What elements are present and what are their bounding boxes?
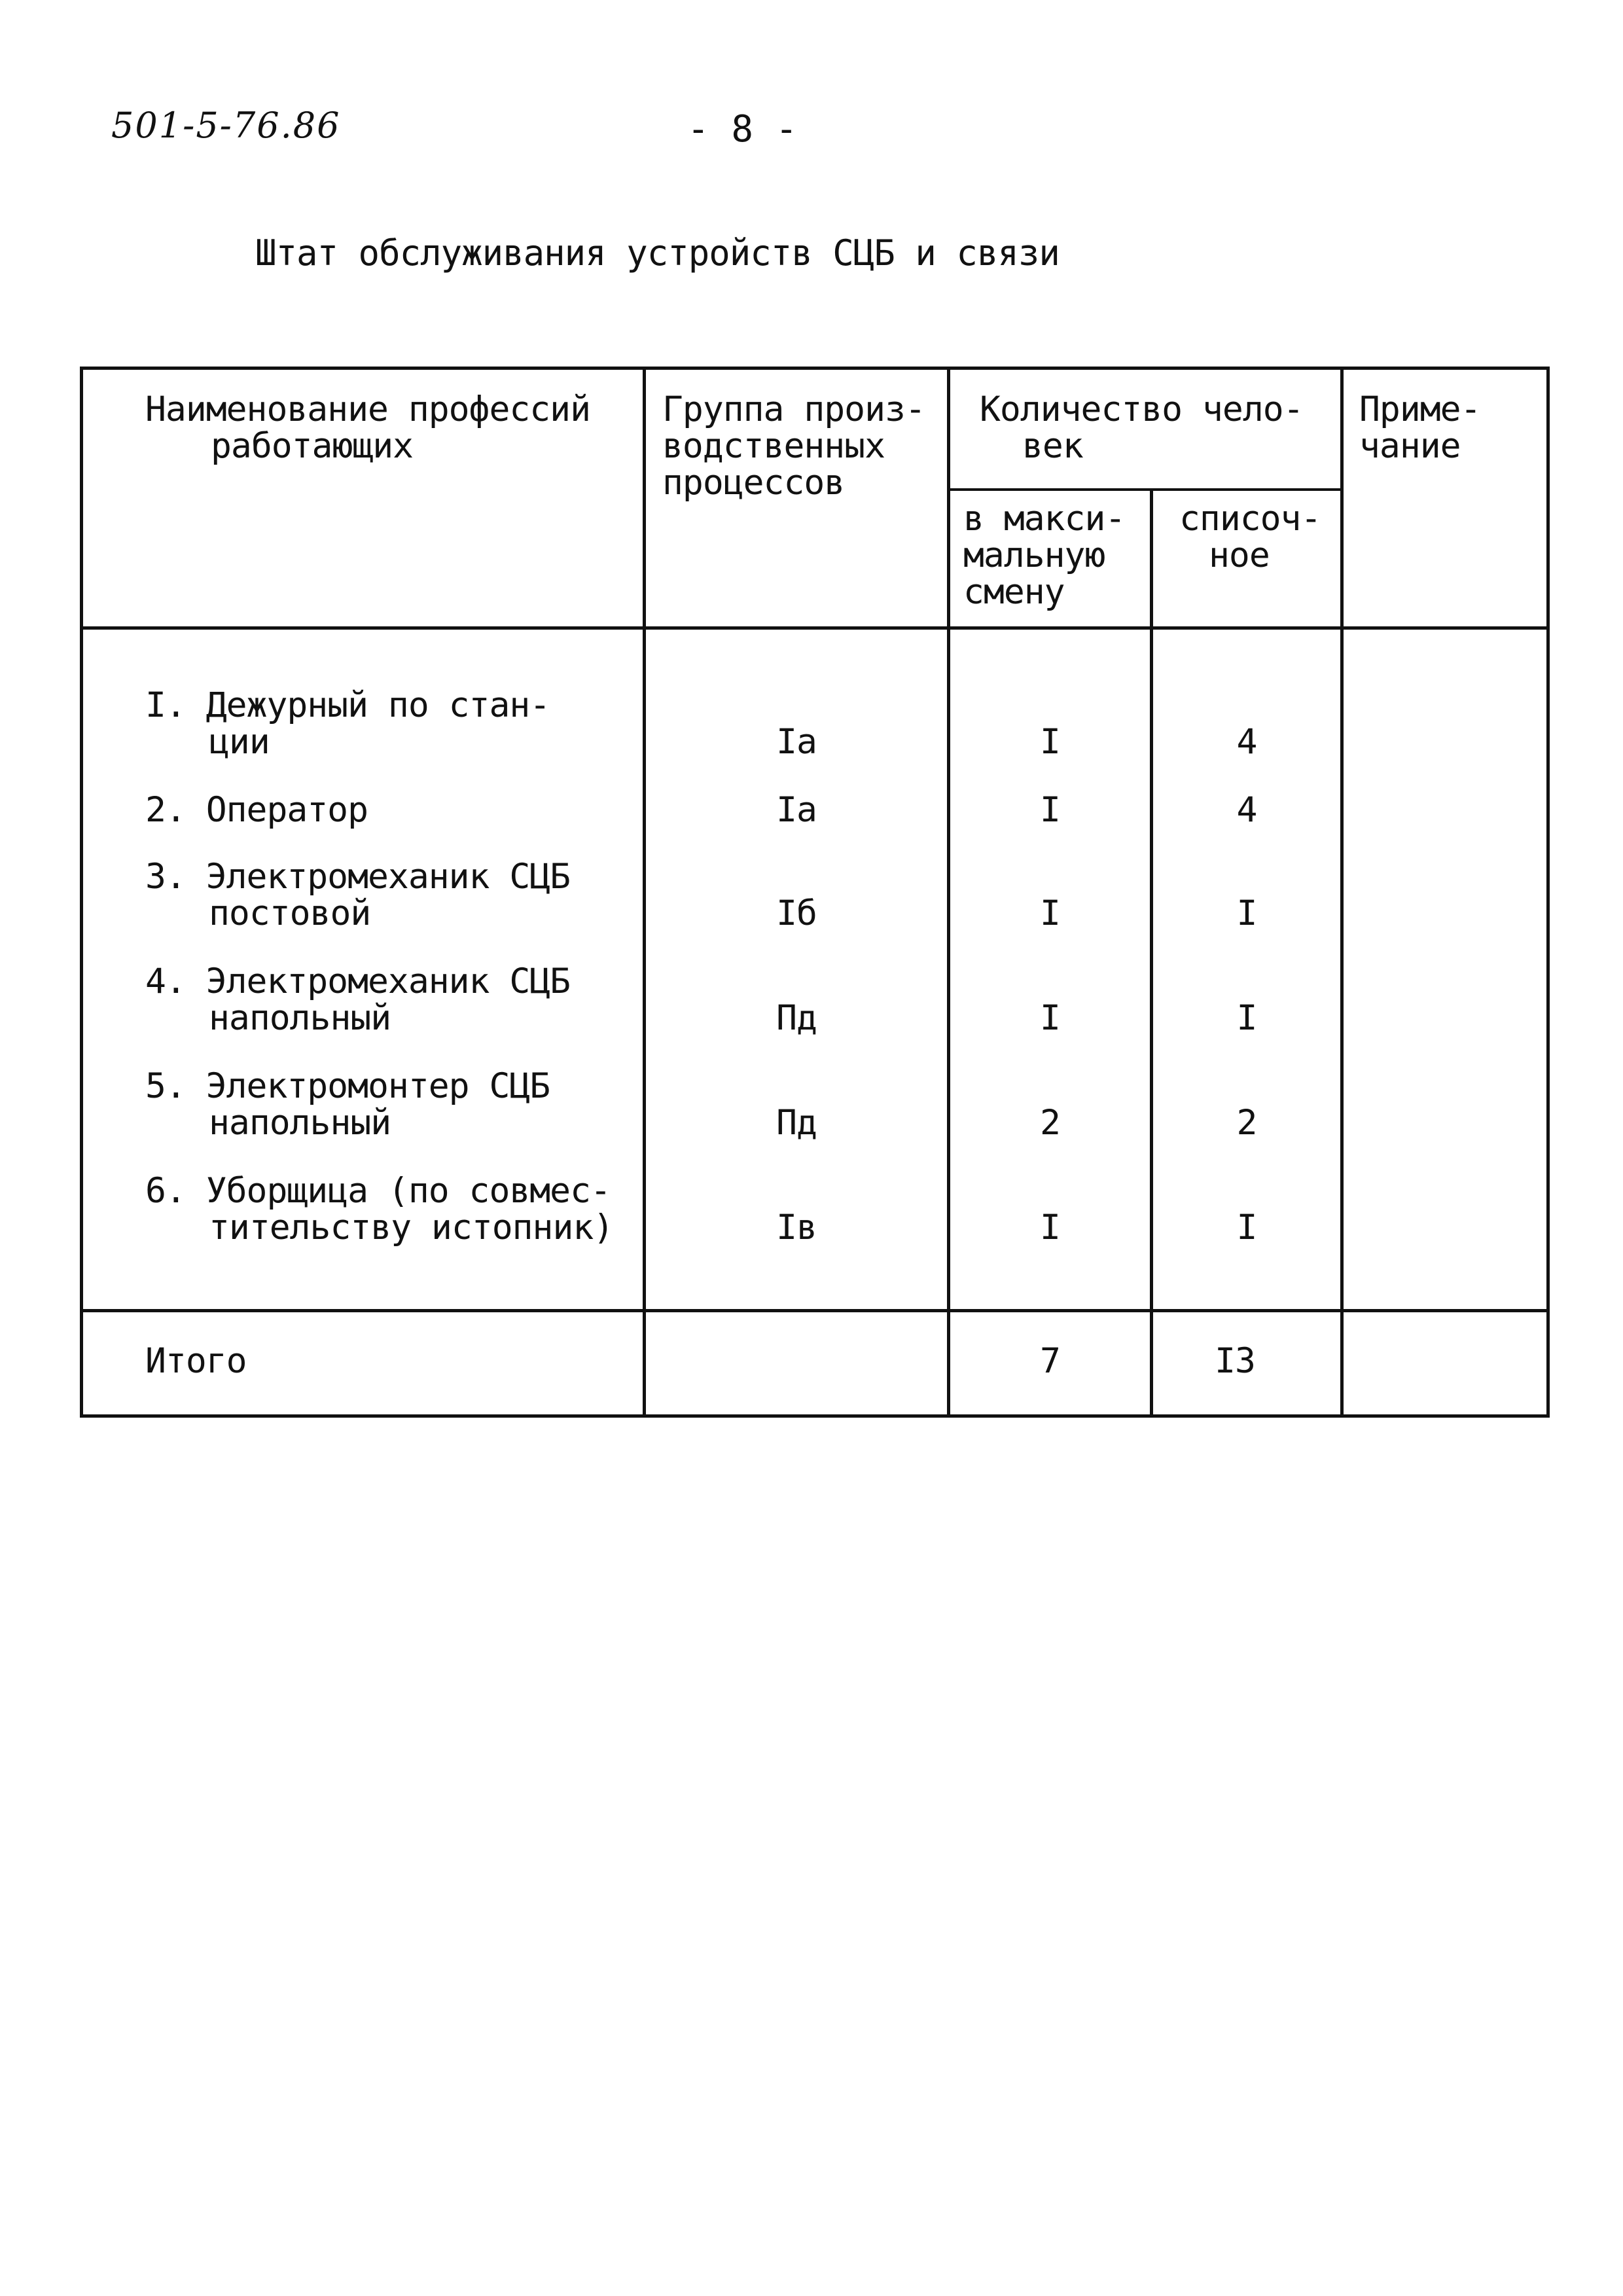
- row-name-line: постовой: [209, 893, 371, 933]
- row-2-max-shift: I: [1040, 790, 1060, 830]
- row-6-name: [145, 1173, 613, 1246]
- row-5-group: Пд: [776, 1103, 817, 1143]
- column-divider-2: [947, 367, 950, 1418]
- header-profession-line: работающих: [211, 426, 414, 466]
- document-code: 501-5-76.86: [111, 105, 341, 146]
- row-name-line: I. Дежурный по стан-: [145, 685, 550, 725]
- row-4-max-shift: I: [1040, 998, 1060, 1038]
- row-name-line: 4. Электромеханик СЦБ: [145, 961, 571, 1001]
- row-1-name: [145, 687, 550, 761]
- row-3-list-count: I: [1236, 893, 1257, 933]
- row-1-max-shift: I: [1040, 722, 1060, 762]
- header-list-line: ное: [1209, 535, 1270, 575]
- row-5-list-count: 2: [1236, 1103, 1257, 1143]
- header-profession: [145, 391, 590, 465]
- row-2-group: Iа: [776, 790, 817, 830]
- header-group: [662, 391, 925, 501]
- page-title: Штат обслуживания устройств СЦБ и связи: [255, 232, 1060, 274]
- table-border-top: [80, 367, 1550, 370]
- header-profession-line: Наименование профессий: [145, 389, 590, 429]
- header-group-line: процессов: [662, 463, 845, 503]
- header-count: [980, 391, 1304, 465]
- total-list-count: I3: [1215, 1341, 1255, 1381]
- row-name-line: напольный: [209, 998, 391, 1038]
- row-2-name: [145, 792, 368, 829]
- row-2-list-count: 4: [1236, 790, 1257, 830]
- header-max-shift: [963, 501, 1125, 611]
- header-note: [1359, 391, 1480, 465]
- row-name-line: 2. Оператор: [145, 790, 368, 830]
- row-3-max-shift: I: [1040, 893, 1060, 933]
- row-1-list-count: 4: [1236, 722, 1257, 762]
- header-max-shift-line: смену: [963, 572, 1065, 612]
- column-divider-4: [1340, 367, 1344, 1418]
- row-3-name: [145, 859, 570, 932]
- row-5-max-shift: 2: [1040, 1103, 1060, 1143]
- row-6-max-shift: I: [1040, 1208, 1060, 1247]
- table-border-right: [1546, 367, 1550, 1418]
- header-group-line: водственных: [662, 426, 885, 466]
- row-name-line: 3. Электромеханик СЦБ: [145, 857, 571, 897]
- header-max-shift-line: мальную: [963, 535, 1105, 575]
- row-5-name: [145, 1068, 550, 1141]
- header-subdivider: [950, 488, 1343, 491]
- row-4-list-count: I: [1236, 998, 1257, 1038]
- header-max-shift-line: в макси-: [963, 499, 1126, 539]
- header-list-line: списоч-: [1179, 499, 1321, 539]
- row-6-list-count: I: [1236, 1208, 1257, 1247]
- header-note-line: Приме-: [1359, 389, 1481, 429]
- table-border-left: [80, 367, 83, 1418]
- body-bottom-rule: [80, 1309, 1550, 1312]
- header-count-line: век: [1022, 426, 1083, 466]
- header-note-line: чание: [1359, 426, 1461, 466]
- row-3-group: Iб: [776, 893, 817, 933]
- row-name-line: напольный: [209, 1103, 391, 1143]
- header-group-line: Группа произ-: [662, 389, 925, 429]
- header-count-line: Количество чело-: [980, 389, 1304, 429]
- row-4-group: Пд: [776, 998, 817, 1038]
- staff-table: [80, 367, 1550, 1418]
- header-bottom-rule: [80, 626, 1550, 630]
- row-name-line: 5. Электромонтер СЦБ: [145, 1066, 550, 1106]
- row-1-group: Iа: [776, 722, 817, 762]
- row-6-group: Iв: [776, 1208, 817, 1247]
- table-border-bottom: [80, 1414, 1550, 1418]
- header-list-count: [1179, 501, 1321, 574]
- column-divider-1: [643, 367, 646, 1418]
- total-label: Итого: [145, 1341, 247, 1381]
- row-name-line: тительству истопник): [209, 1208, 614, 1247]
- row-4-name: [145, 963, 570, 1037]
- page-number: - 8 -: [687, 108, 798, 151]
- row-name-line: ции: [209, 722, 270, 762]
- row-name-line: 6. Уборщица (по совмес-: [145, 1171, 611, 1211]
- total-max-shift: 7: [1040, 1341, 1060, 1381]
